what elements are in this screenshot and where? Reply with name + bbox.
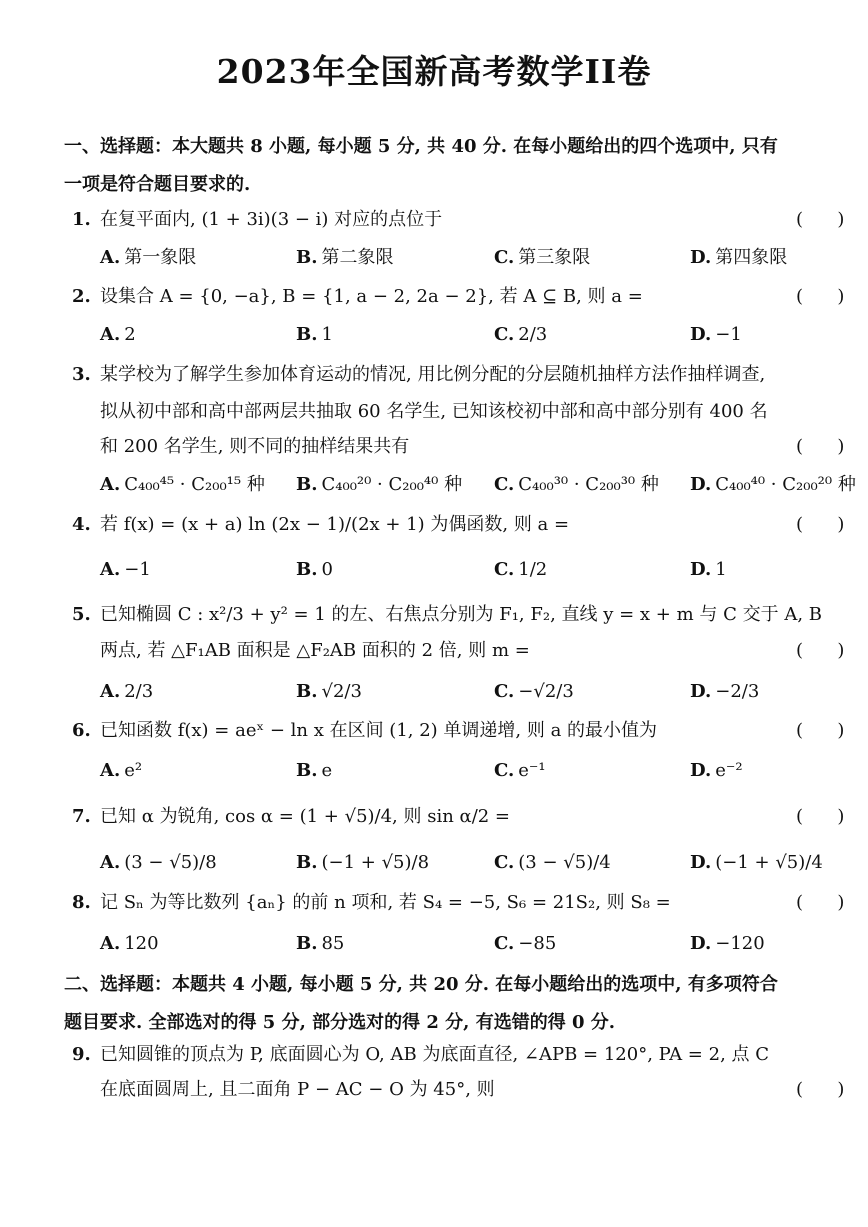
question-8-stem: 记 Sₙ 为等比数列 {aₙ} 的前 n 项和, 若 S₄ = −5, S₆ = 21S₂, 则 S₈ = [100,892,671,913]
answer-blank-9[interactable]: ( ) [796,1079,845,1100]
q7-option-a[interactable]: A. (3 − √5)/8 [100,852,217,873]
q2-option-c[interactable]: C. 2/3 [494,324,548,345]
q7-option-b[interactable]: B. (−1 + √5)/8 [296,852,430,873]
question-4-stem: 若 f(x) = (x + a) ln (2x − 1)/(2x + 1) 为偶函数, 则 a = [100,514,570,535]
answer-blank-1[interactable]: ( ) [796,209,845,230]
q8-option-d[interactable]: D. −120 [690,933,765,954]
answer-blank-4[interactable]: ( ) [796,514,845,535]
question-3-stem-line-3: 和 200 名学生, 则不同的抽样结果共有 [100,436,410,457]
question-7-number: 7. [72,806,91,827]
q1-option-c[interactable]: C. 第三象限 [494,247,591,268]
answer-blank-2[interactable]: ( ) [796,286,845,307]
question-2-stem: 设集合 A = {0, −a}, B = {1, a − 2, 2a − 2}, 若 A ⊆ B, 则 a = [100,286,643,307]
q5-option-a[interactable]: A. 2/3 [100,681,154,702]
answer-blank-5[interactable]: ( ) [796,640,845,661]
section-1-line-1: 一、选择题：本大题共 8 小题, 每小题 5 分, 共 40 分. 在每小题给出的四个选项中, 只有 [64,136,778,157]
q1-option-a[interactable]: A. 第一象限 [100,247,197,268]
question-7-stem: 已知 α 为锐角, cos α = (1 + √5)/4, 则 sin α/2 = [100,806,511,827]
question-6-number: 6. [72,720,91,741]
q4-option-b[interactable]: B. 0 [296,559,333,580]
question-2-number: 2. [72,286,91,307]
q3-option-d[interactable]: D. C₄₀₀⁴⁰ · C₂₀₀²⁰ 种 [690,474,856,495]
question-9-stem-line-1: 已知圆锥的顶点为 P, 底面圆心为 O, AB 为底面直径, ∠APB = 120°, PA = 2, 点 C [100,1044,770,1065]
section-2-line-2: 题目要求. 全部选对的得 5 分, 部分选对的得 2 分, 有选错的得 0 分. [64,1012,616,1033]
answer-blank-8[interactable]: ( ) [796,892,845,913]
q6-option-b[interactable]: B. e [296,760,333,781]
page-title: 2023年全国新高考数学II卷 [216,52,652,91]
q6-option-d[interactable]: D. e⁻² [690,760,743,781]
q5-option-d[interactable]: D. −2/3 [690,681,760,702]
q3-option-c[interactable]: C. C₄₀₀³⁰ · C₂₀₀³⁰ 种 [494,474,659,495]
q4-option-d[interactable]: D. 1 [690,559,727,580]
q1-option-d[interactable]: D. 第四象限 [690,247,788,268]
q2-option-b[interactable]: B. 1 [296,324,333,345]
answer-blank-3[interactable]: ( ) [796,436,845,457]
q8-option-b[interactable]: B. 85 [296,933,345,954]
section-1-instructions [64,128,854,204]
question-1-number: 1. [72,209,91,230]
question-8-number: 8. [72,892,91,913]
q3-option-b[interactable]: B. C₄₀₀²⁰ · C₂₀₀⁴⁰ 种 [296,474,463,495]
section-1-line-2: 一项是符合题目要求的. [64,174,251,195]
q4-option-c[interactable]: C. 1/2 [494,559,548,580]
q8-option-c[interactable]: C. −85 [494,933,557,954]
q3-option-a[interactable]: A. C₄₀₀⁴⁵ · C₂₀₀¹⁵ 种 [100,474,265,495]
question-3-stem-line-1: 某学校为了解学生参加体育运动的情况, 用比例分配的分层随机抽样方法作抽样调查, [100,364,766,385]
q2-option-a[interactable]: A. 2 [100,324,136,345]
question-6-stem: 已知函数 f(x) = aeˣ − ln x 在区间 (1, 2) 单调递增, 则 a 的最小值为 [100,720,658,741]
question-9-stem-line-2: 在底面圆周上, 且二面角 P − AC − O 为 45°, 则 [100,1079,495,1100]
q6-option-a[interactable]: A. e² [100,760,143,781]
answer-blank-6[interactable]: ( ) [796,720,845,741]
section-2-line-1: 二、选择题：本题共 4 小题, 每小题 5 分, 共 20 分. 在每小题给出的选项中, 有多项符合 [64,974,778,995]
q6-option-c[interactable]: C. e⁻¹ [494,760,546,781]
question-4-number: 4. [72,514,91,535]
answer-blank-7[interactable]: ( ) [796,806,845,827]
q7-option-d[interactable]: D. (−1 + √5)/4 [690,852,823,873]
question-9-number: 9. [72,1044,91,1065]
q4-option-a[interactable]: A. −1 [100,559,151,580]
question-5-stem-line-1: 已知椭圆 C : x²/3 + y² = 1 的左、右焦点分别为 F₁, F₂, 直线 y = x + m 与 C 交于 A, B [100,604,823,625]
q8-option-a[interactable]: A. 120 [100,933,159,954]
question-1-stem: 在复平面内, (1 + 3i)(3 − i) 对应的点位于 [100,209,443,230]
q7-option-c[interactable]: C. (3 − √5)/4 [494,852,611,873]
section-2-instructions [64,966,854,1042]
q1-option-b[interactable]: B. 第二象限 [296,247,394,268]
q2-option-d[interactable]: D. −1 [690,324,742,345]
question-5-number: 5. [72,604,91,625]
question-3-stem-line-2: 拟从初中部和高中部两层共抽取 60 名学生, 已知该校初中部和高中部分别有 400 名 [100,401,768,422]
question-3-number: 3. [72,364,91,385]
q5-option-b[interactable]: B. √2/3 [296,681,362,702]
question-5-stem-line-2: 两点, 若 △F₁AB 面积是 △F₂AB 面积的 2 倍, 则 m = [100,640,530,661]
q5-option-c[interactable]: C. −√2/3 [494,681,574,702]
